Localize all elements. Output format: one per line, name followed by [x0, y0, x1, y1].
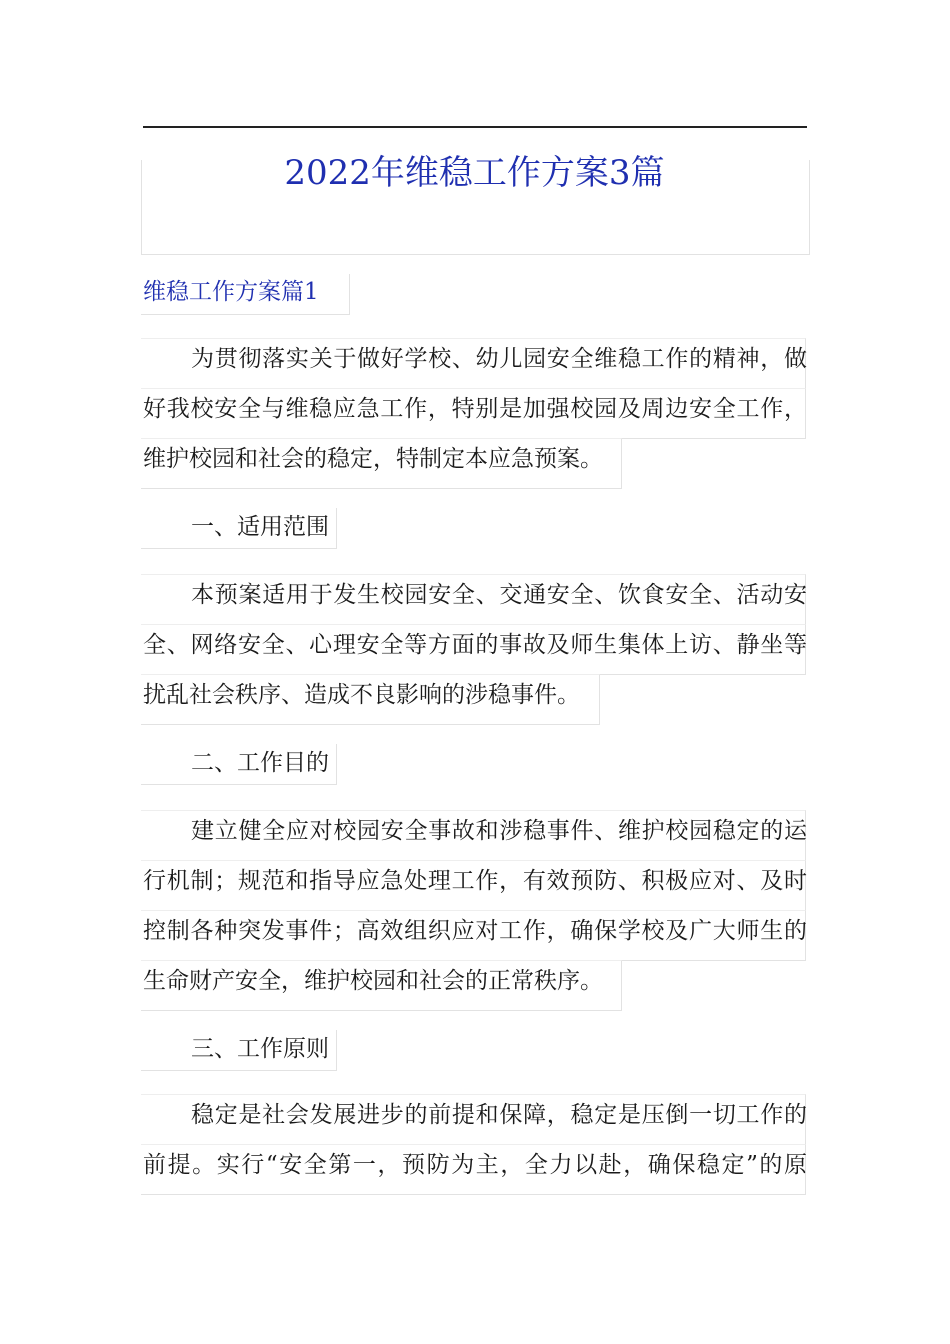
text-line: 稳定是社会发展进步的前提和保障，稳定是压倒一切工作的	[143, 1094, 807, 1144]
text-line: 本预案适用于发生校园安全、交通安全、饮食安全、活动安	[143, 574, 807, 624]
paragraph-purpose	[143, 810, 807, 1010]
text-line: 好我校安全与维稳应急工作，特别是加强校园及周边安全工作，	[143, 388, 807, 438]
section-title: 维稳工作方案篇1	[143, 279, 319, 305]
text-line: 行机制；规范和指导应急处理工作，有效预防、积极应对、及时	[143, 860, 807, 910]
heading-principles: 三、工作原则	[191, 1036, 329, 1062]
text-line: 前提。实行“安全第一，预防为主，全力以赴，确保稳定”的原	[143, 1144, 807, 1194]
text-line: 维护校园和社会的稳定，特制定本应急预案。	[143, 438, 807, 488]
text-line: 全、网络安全、心理安全等方面的事故及师生集体上访、静坐等	[143, 624, 807, 674]
text-line: 控制各种突发事件；高效组织应对工作，确保学校及广大师生的	[143, 910, 807, 960]
paragraph-scope	[143, 574, 807, 724]
header-rule	[143, 126, 807, 128]
document-title: 2022年维稳工作方案3篇	[284, 153, 665, 193]
text-line: 生命财产安全，维护校园和社会的正常秩序。	[143, 960, 807, 1010]
text-line: 扰乱社会秩序、造成不良影响的涉稳事件。	[143, 674, 807, 724]
heading-purpose: 二、工作目的	[191, 750, 329, 776]
text-line: 建立健全应对校园安全事故和涉稳事件、维护校园稳定的运	[143, 810, 807, 860]
paragraph-principles	[143, 1094, 807, 1194]
paragraph-intro	[143, 338, 807, 488]
text-line: 为贯彻落实关于做好学校、幼儿园安全维稳工作的精神，做	[143, 338, 807, 388]
heading-scope: 一、适用范围	[191, 514, 329, 540]
